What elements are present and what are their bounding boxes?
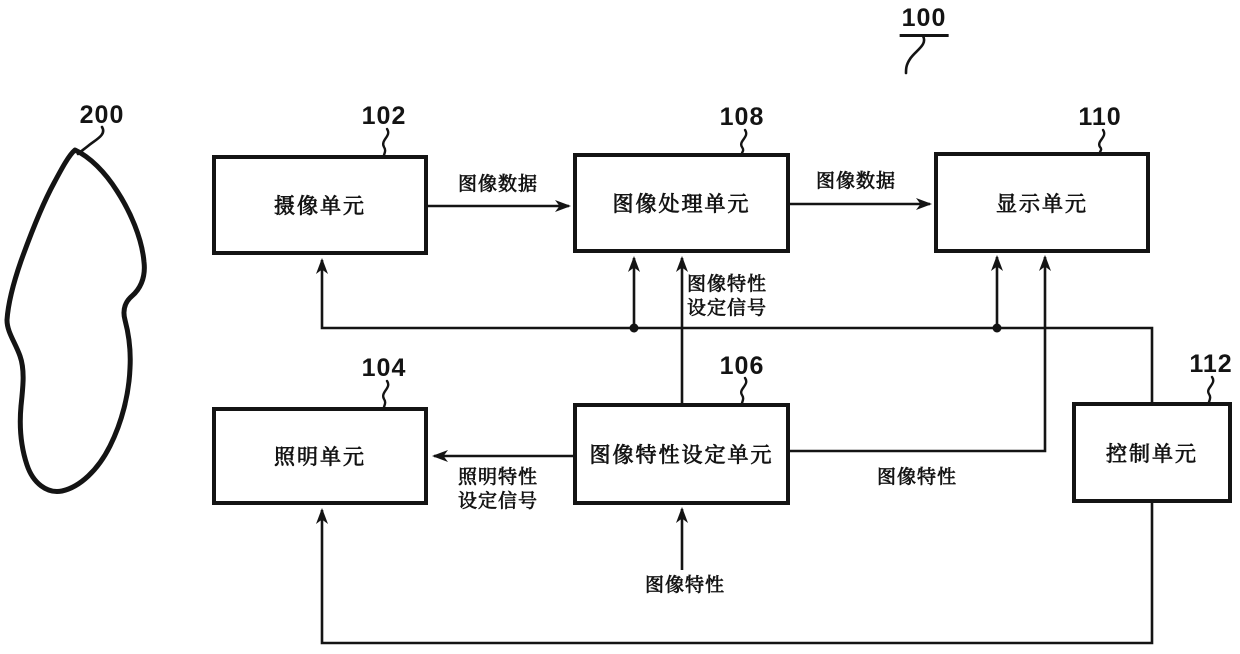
- box-image-processing-unit-label: 图像处理单元: [612, 193, 751, 216]
- box-display-unit: [934, 152, 1150, 253]
- leader-108: [741, 130, 746, 153]
- label-image-characteristic-setting-signal: [687, 273, 767, 321]
- label-image-data-108-110: 图像数据: [815, 171, 897, 192]
- leader-102: [383, 129, 388, 155]
- ref-label-100-text: 100: [900, 4, 949, 37]
- leader-100: [906, 36, 924, 73]
- label-image-characteristic-to-display: 图像特性: [877, 467, 958, 488]
- ref-label-102: 102: [361, 102, 407, 130]
- ref-label-104: 104: [361, 354, 407, 382]
- label-image-characteristic-setting-signal-line2: 设定信号: [687, 298, 768, 319]
- box-image-characteristic-setting-unit: [573, 403, 790, 505]
- label-image-data-102-108: 图像数据: [457, 174, 539, 195]
- box-control-unit-label: 控制单元: [1106, 442, 1198, 466]
- junction-dot-108: [630, 324, 639, 333]
- object-blob: [7, 150, 144, 491]
- leader-200: [78, 127, 103, 154]
- ref-label-108: 108: [719, 103, 765, 131]
- box-imaging-unit-label: 摄像单元: [274, 195, 366, 218]
- box-image-processing-unit: [573, 153, 790, 253]
- box-illumination-unit-label: 照明单元: [274, 446, 366, 469]
- label-illumination-characteristic-setting-signal: [458, 466, 538, 514]
- ref-label-200: 200: [79, 101, 125, 129]
- label-image-characteristic-setting-signal-line1: 图像特性: [687, 274, 768, 295]
- leader-106: [741, 378, 746, 403]
- label-illumination-characteristic-setting-signal-line2: 设定信号: [458, 491, 539, 512]
- box-image-characteristic-setting-unit-label: 图像特性设定单元: [589, 444, 774, 467]
- bottom-bus-112-to-104: [322, 503, 1152, 643]
- leader-104: [383, 381, 388, 407]
- box-imaging-unit: [212, 155, 428, 255]
- leader-110: [1099, 130, 1104, 152]
- box-illumination-unit: [212, 407, 428, 505]
- ref-label-100: [900, 4, 949, 37]
- ref-label-112: 112: [1189, 350, 1233, 378]
- leader-112: [1208, 377, 1213, 402]
- ref-label-106: 106: [719, 352, 765, 380]
- label-illumination-characteristic-setting-signal-line1: 照明特性: [458, 467, 539, 488]
- box-display-unit-label: 显示单元: [996, 192, 1088, 216]
- label-image-characteristic-to-setting-unit: 图像特性: [645, 575, 726, 596]
- box-control-unit: [1072, 402, 1232, 503]
- junction-dot-110: [993, 324, 1002, 333]
- ref-label-110: 110: [1078, 103, 1122, 131]
- arrow-106-to-110: [790, 257, 1045, 451]
